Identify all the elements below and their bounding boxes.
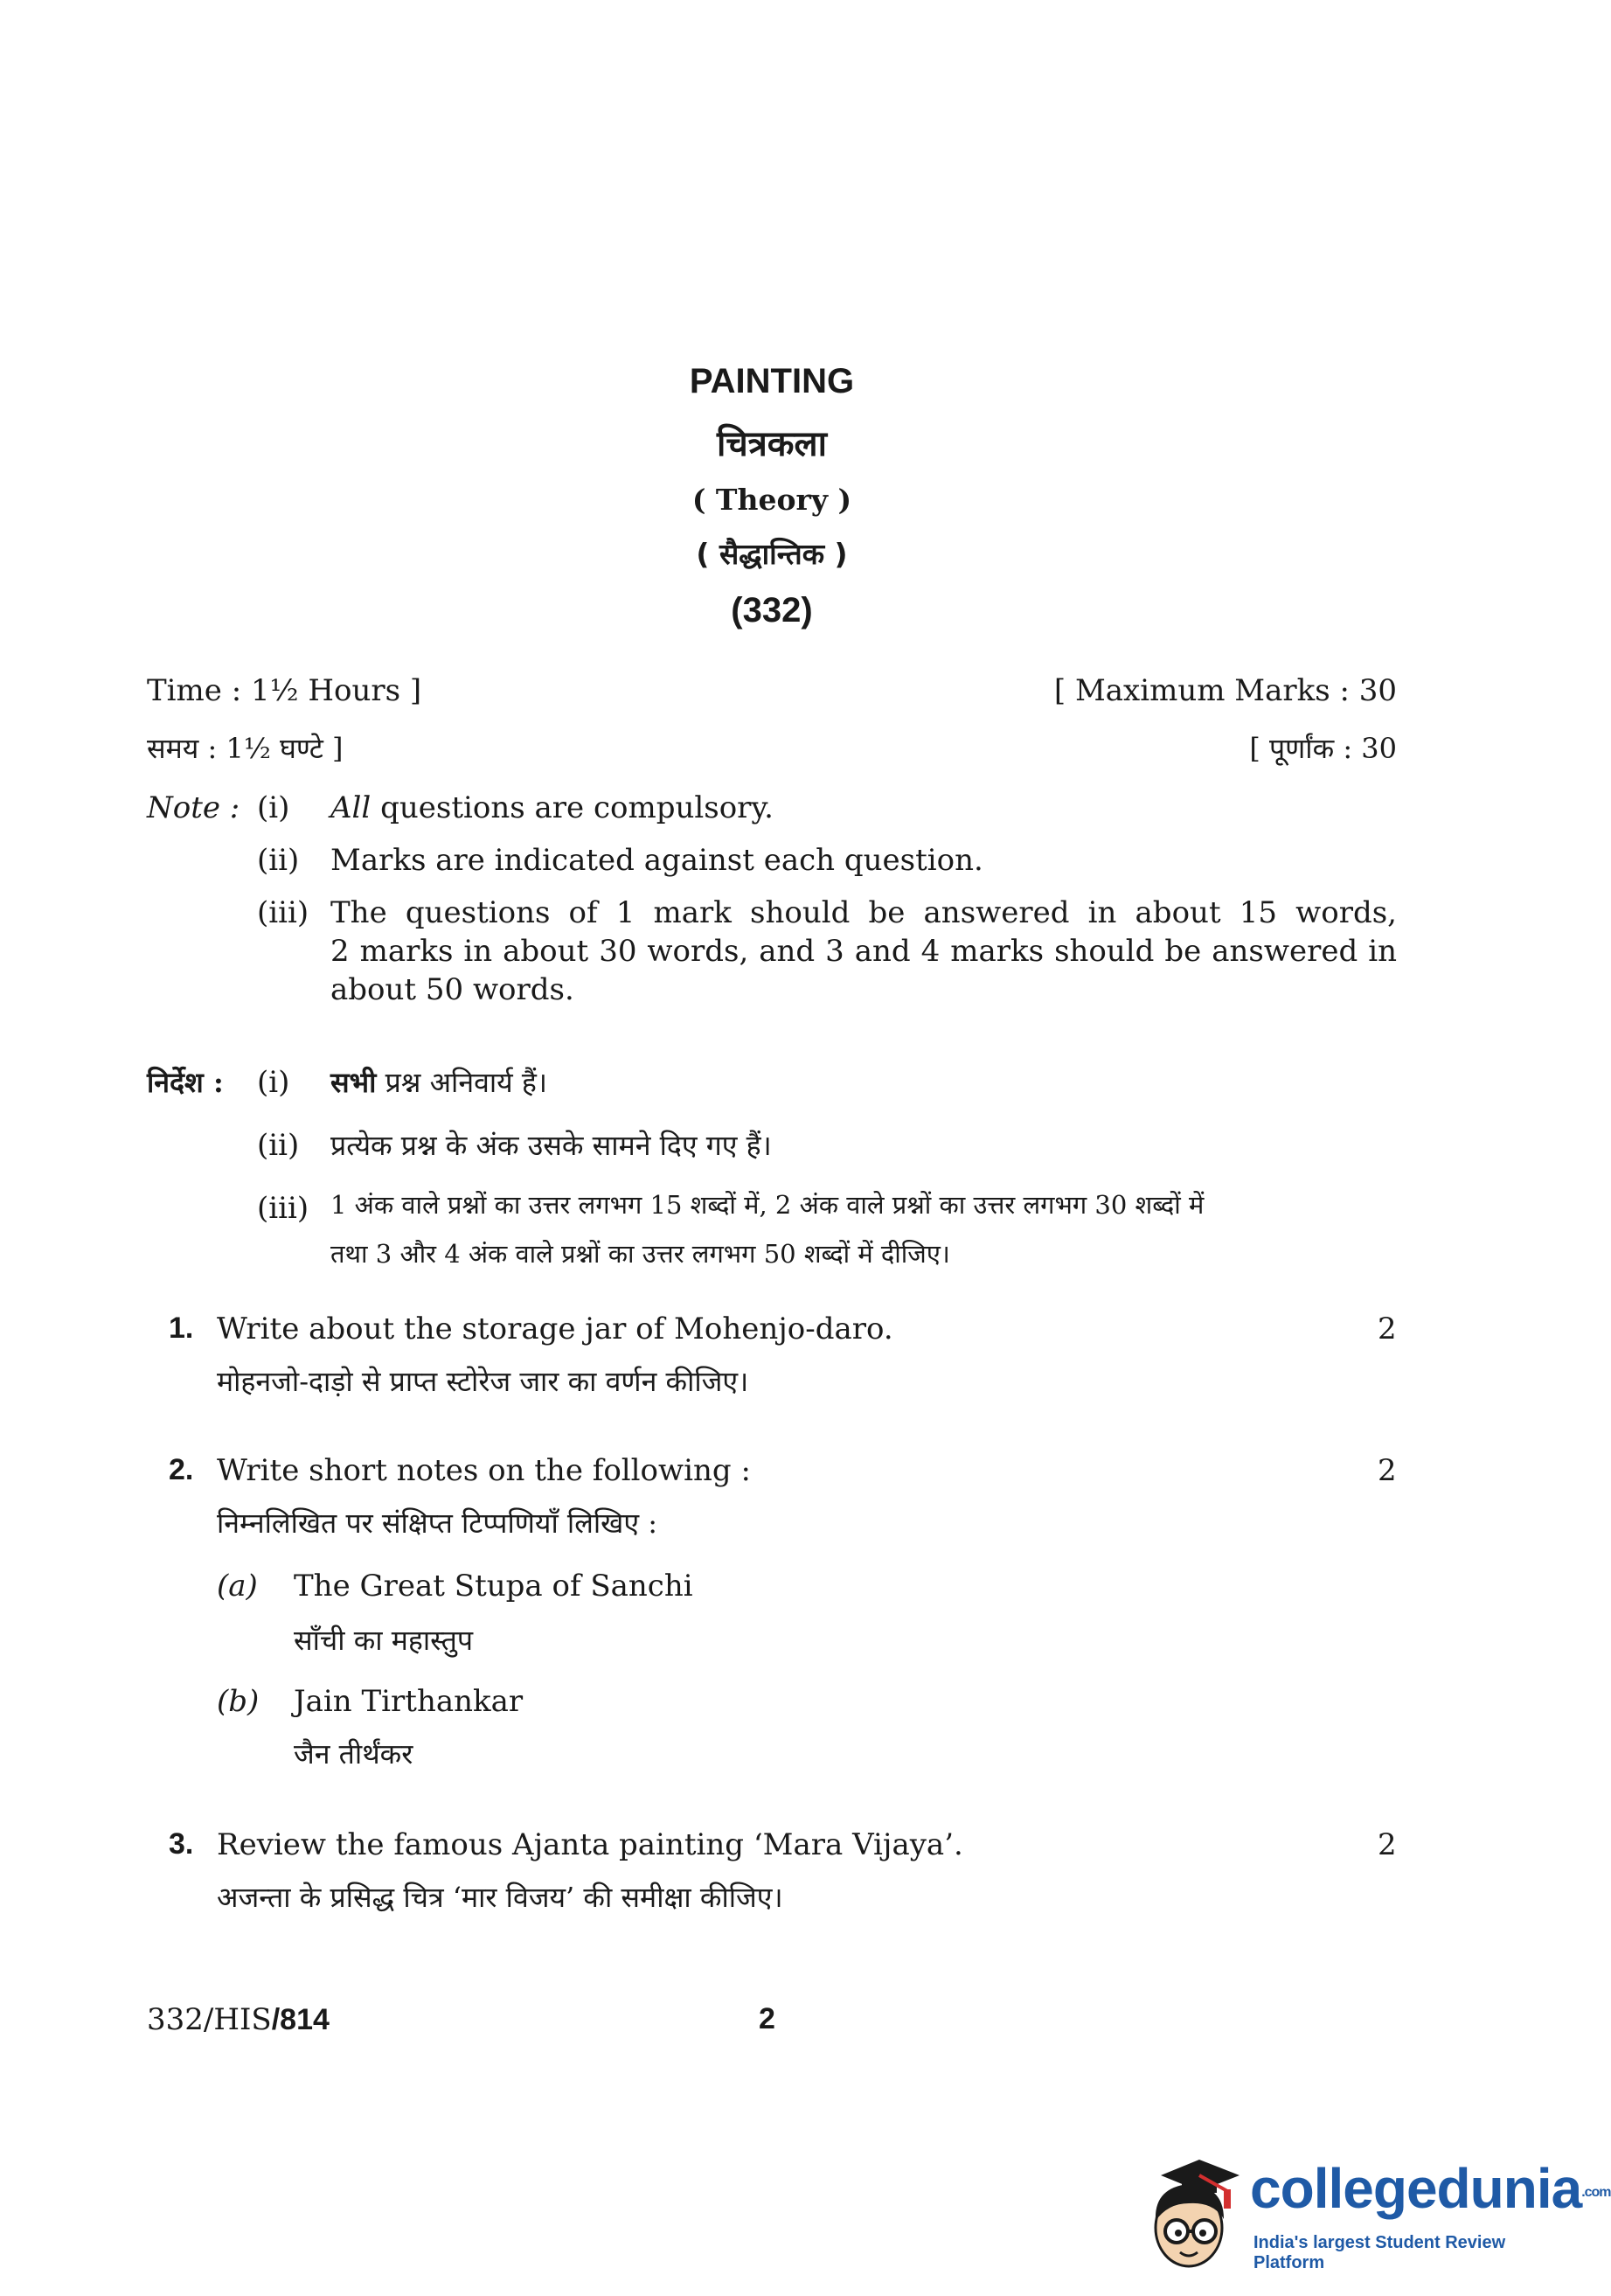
note-hi-item-3-line-1: 1 अंक वाले प्रश्नों का उत्तर लगभग 15 शब्दों में, 2 अंक वाले प्रश्नों का उत्तर लगभग 30 शब्दों में	[330, 1190, 1205, 1220]
question-2a-label: (a)	[217, 1569, 258, 1604]
question-2a-text-hi: साँची का महास्तुप	[294, 1624, 474, 1657]
question-2-text-hi: निम्नलिखित पर संक्षिप्त टिप्पणियाँ लिखिए :	[217, 1506, 658, 1540]
page-number: 2	[759, 2002, 775, 2035]
note-hi-item-1-lead: सभी	[330, 1066, 377, 1099]
note-en-item-3-line-1: The questions of 1 mark should be answered in about 15 words,	[330, 895, 1397, 930]
question-3-text-en: Review the famous Ajanta painting ‘Mara Vijaya’.	[217, 1827, 963, 1862]
collegedunia-tagline: India's largest Student Review Platform	[1253, 2233, 1506, 2272]
note-en-item-3-line-3: about 50 words.	[330, 972, 574, 1007]
note-en-item-3-line-2: 2 marks in about 30 words, and 3 and 4 marks should be answered in	[330, 934, 1397, 969]
note-en-num-1: (i)	[257, 790, 290, 825]
question-2-number: 2.	[169, 1453, 194, 1486]
max-marks-hi: [ पूर्णांक : 30	[1249, 732, 1397, 765]
note-en-num-3: (iii)	[257, 895, 309, 930]
question-3-marks: 2	[1378, 1827, 1397, 1862]
question-2b-label: (b)	[217, 1684, 260, 1719]
student-mascot-icon	[1138, 2140, 1252, 2280]
question-2b-text-hi: जैन तीर्थंकर	[294, 1737, 413, 1771]
question-2-marks: 2	[1378, 1453, 1397, 1488]
paper-code-footer	[147, 2002, 330, 2037]
note-en-item-1	[330, 790, 774, 825]
note-hi-item-1	[330, 1063, 547, 1101]
max-marks-en: [ Maximum Marks : 30	[1053, 673, 1397, 708]
time-hi: समय : 1½ घण्टे ]	[147, 732, 344, 765]
subject-title-hi: चित्रकला	[716, 424, 828, 464]
question-3-number: 3.	[169, 1827, 194, 1861]
subject-code: (332)	[731, 591, 813, 630]
question-1-text-hi: मोहनजो-दाड़ो से प्राप्त स्टोरेज जार का वर्णन कीजिए।	[217, 1365, 749, 1398]
note-hi-num-3: (iii)	[257, 1191, 309, 1226]
collegedunia-brand-text: collegedunia	[1250, 2157, 1582, 2220]
note-en-item-1-lead: All	[330, 790, 372, 825]
paper-type-en: ( Theory )	[691, 483, 852, 517]
paper-code-bold: /814	[271, 2003, 330, 2036]
note-label-en: Note :	[147, 790, 240, 825]
note-hi-item-3-line-2: तथा 3 और 4 अंक वाले प्रश्नों का उत्तर लगभग 50 शब्दों में दीजिए।	[330, 1239, 950, 1269]
note-en-item-2: Marks are indicated against each question.	[330, 843, 983, 878]
collegedunia-brand	[1250, 2156, 1611, 2221]
question-3-text-hi: अजन्ता के प्रसिद्ध चित्र ‘मार विजय’ की समीक्षा कीजिए।	[217, 1881, 783, 1914]
question-2-text-en: Write short notes on the following :	[217, 1453, 751, 1488]
paper-type-hi: ( सैद्धान्तिक )	[696, 537, 848, 571]
question-1-text-en: Write about the storage jar of Mohenjo-daro.	[217, 1312, 893, 1346]
note-hi-num-1: (i)	[257, 1065, 290, 1100]
question-2b-text-en: Jain Tirthankar	[294, 1684, 524, 1719]
note-hi-item-1-text: प्रश्न अनिवार्य हैं।	[376, 1066, 548, 1099]
question-1-number: 1.	[169, 1312, 194, 1345]
collegedunia-watermark	[1138, 2140, 1611, 2280]
note-hi-num-2: (ii)	[257, 1128, 300, 1163]
question-2a-text-en: The Great Stupa of Sanchi	[294, 1569, 693, 1604]
question-1-marks: 2	[1378, 1312, 1397, 1346]
note-en-item-1-text: questions are compulsory.	[371, 790, 774, 825]
note-label-hi: निर्देश :	[147, 1066, 224, 1099]
paper-code-plain: 332/HIS	[147, 2002, 272, 2037]
note-en-num-2: (ii)	[257, 843, 300, 878]
note-hi-item-2: प्रत्येक प्रश्न के अंक उसके सामने दिए गए हैं।	[330, 1129, 772, 1162]
subject-title-en: PAINTING	[689, 362, 855, 400]
time-en: Time : 1½ Hours ]	[147, 673, 422, 708]
collegedunia-brand-suffix: .com	[1581, 2185, 1611, 2201]
